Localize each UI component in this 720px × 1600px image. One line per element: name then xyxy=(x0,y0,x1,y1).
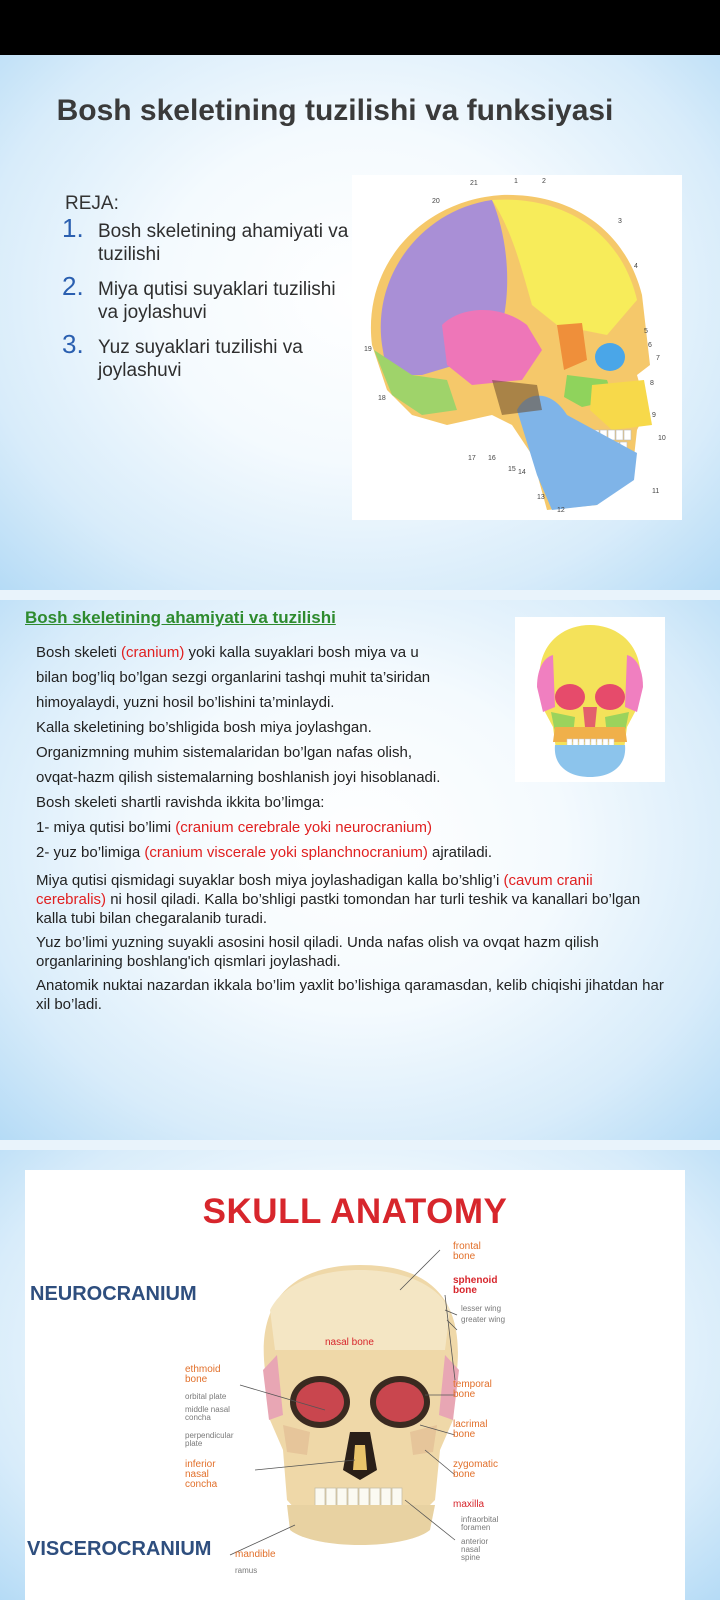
svg-text:9: 9 xyxy=(652,412,656,419)
body-line xyxy=(36,840,666,865)
section-body xyxy=(36,640,666,1014)
body-paragraph: Anatomik nuktai nazardan ikkala bo’lim yaxlit bo’lishiga qaramasdan, kelib chiqishi jihatdan har xil bo’ladi. xyxy=(36,977,664,1013)
plan-item xyxy=(62,271,352,324)
svg-text:10: 10 xyxy=(658,435,666,442)
svg-text:3: 3 xyxy=(618,218,622,225)
label-ramus: ramus xyxy=(235,1566,258,1575)
label-temporal-bone: temporal bone xyxy=(453,1379,492,1400)
label-ethmoid-bone: ethmoid bone xyxy=(185,1364,221,1385)
skull-front-illustration xyxy=(25,1170,685,1600)
svg-text:21: 21 xyxy=(470,180,478,187)
slide-title: Bosh skeletining tuzilishi va funksiyasi xyxy=(56,94,614,127)
svg-text:14: 14 xyxy=(518,469,526,476)
body-line: ovqat-hazm qilish sistemalarning boshlanish joyi hisoblanadi. xyxy=(36,769,441,786)
plan-item xyxy=(62,329,352,382)
svg-text:5: 5 xyxy=(644,328,648,335)
plan-number: 2. xyxy=(62,271,84,301)
svg-text:16: 16 xyxy=(488,455,496,462)
body-line: Kalla skeletining bo’shligida bosh miya joylashgan. xyxy=(36,719,372,736)
label-mandible: mandible xyxy=(235,1549,276,1560)
figure-title: SKULL ANATOMY xyxy=(202,1192,508,1231)
slide-divider xyxy=(0,1140,720,1150)
body-paragraph xyxy=(36,871,666,928)
plan-list xyxy=(62,213,352,394)
body-line: Bosh skeleti shartli ravishda ikkita bo’limga: xyxy=(36,794,325,811)
neurocranium-label: NEUROCRANIUM xyxy=(30,1283,197,1305)
label-sphenoid-bone: sphenoid bone xyxy=(453,1275,498,1296)
plan-label: REJA: xyxy=(65,193,119,214)
label-middle-nasal-concha: middle nasal concha xyxy=(185,1405,230,1422)
svg-text:11: 11 xyxy=(652,488,660,495)
label-perpendicular-plate: perpendicular plate xyxy=(185,1431,234,1448)
section-heading: Bosh skeletining ahamiyati va tuzilishi xyxy=(25,608,336,627)
skull-lateral-figure xyxy=(352,175,682,520)
body-line xyxy=(36,815,666,840)
label-lacrimal-bone: lacrimal bone xyxy=(453,1419,488,1440)
plan-number: 3. xyxy=(62,329,84,359)
text: Miya qutisi qismidagi suyaklar bosh miya joylashadigan kalla bo’shlig’i xyxy=(36,872,504,889)
slide-2 xyxy=(0,600,720,1140)
svg-text:17: 17 xyxy=(468,455,476,462)
viscerocranium-label: VISCEROCRANIUM xyxy=(27,1538,212,1560)
label-inferior-nasal-concha: inferior nasal concha xyxy=(185,1459,218,1490)
label-maxilla: maxilla xyxy=(453,1499,485,1510)
body-line: Organizmning muhim sistemalaridan bo’lgan nafas olish, xyxy=(36,744,413,761)
svg-text:8: 8 xyxy=(650,380,654,387)
text: 1- miya qutisi bo’limi xyxy=(36,819,176,836)
plan-item xyxy=(62,213,352,266)
svg-text:4: 4 xyxy=(634,263,638,270)
latin-term: (cranium) xyxy=(121,644,185,661)
plan-text: Bosh skeletining ahamiyati va tuzilishi xyxy=(98,221,349,265)
svg-text:6: 6 xyxy=(648,342,652,349)
latin-term: (cranium viscerale yoki splanchnocranium) xyxy=(144,844,428,861)
label-zygomatic-bone: zygomatic bone xyxy=(453,1459,499,1480)
slide-1 xyxy=(0,55,720,590)
text: 2- yuz bo’limiga xyxy=(36,844,145,861)
svg-text:19: 19 xyxy=(364,346,372,353)
body-paragraph: Yuz bo’limi yuzning suyakli asosini hosil qiladi. Unda nafas olish va ovqat hazm qilish organlarining boshlang'ich qismlari joylashadi. xyxy=(36,934,599,970)
skull-anatomy-panel xyxy=(25,1170,685,1600)
svg-text:1: 1 xyxy=(514,178,518,185)
label-lesser-wing: lesser wing xyxy=(461,1304,502,1313)
svg-text:12: 12 xyxy=(557,507,565,514)
label-orbital-plate: orbital plate xyxy=(185,1392,227,1401)
plan-text: Miya qutisi suyaklari tuzilishi va joylashuvi xyxy=(98,279,336,323)
svg-text:2: 2 xyxy=(542,178,546,185)
latin-term: (cranium cerebrale yoki neurocranium) xyxy=(175,819,432,836)
slide-3 xyxy=(0,1150,720,1600)
svg-text:15: 15 xyxy=(508,466,516,473)
body-line: himoyalaydi, yuzni hosil bo’lishini ta’minlaydi. xyxy=(36,694,335,711)
body-line xyxy=(36,640,666,665)
plan-text: Yuz suyaklari tuzilishi va joylashuvi xyxy=(98,337,303,381)
latin-term: (cavum cranii cerebralis) xyxy=(36,872,593,908)
svg-text:13: 13 xyxy=(537,494,545,501)
plan-number: 1. xyxy=(62,213,84,243)
slide-divider xyxy=(0,590,720,600)
label-greater-wing: greater wing xyxy=(461,1315,506,1324)
label-frontal-bone: frontal bone xyxy=(453,1241,481,1262)
top-black-bar xyxy=(0,0,720,55)
text: Bosh skeleti xyxy=(36,644,122,661)
body-line: bilan bog’liq bo’lgan sezgi organlarini tashqi muhit ta’siridan xyxy=(36,669,431,686)
label-infraorbital-foramen: infraorbital foramen xyxy=(461,1515,499,1532)
svg-text:18: 18 xyxy=(378,395,386,402)
label-nasal-bone: nasal bone xyxy=(325,1337,374,1348)
svg-text:20: 20 xyxy=(432,198,440,205)
text: ni hosil qiladi. Kalla bo’shligi pastki tomondan har turli teshik va kanallari bo’lgan kalla tubi bilan chegaralanib turadi. xyxy=(36,891,641,927)
text: ajratiladi. xyxy=(427,844,493,861)
label-anterior-nasal-spine: anterior nasal spine xyxy=(461,1537,489,1562)
svg-text:7: 7 xyxy=(656,355,660,362)
text: yoki kalla suyaklari bosh miya va u xyxy=(184,644,419,661)
